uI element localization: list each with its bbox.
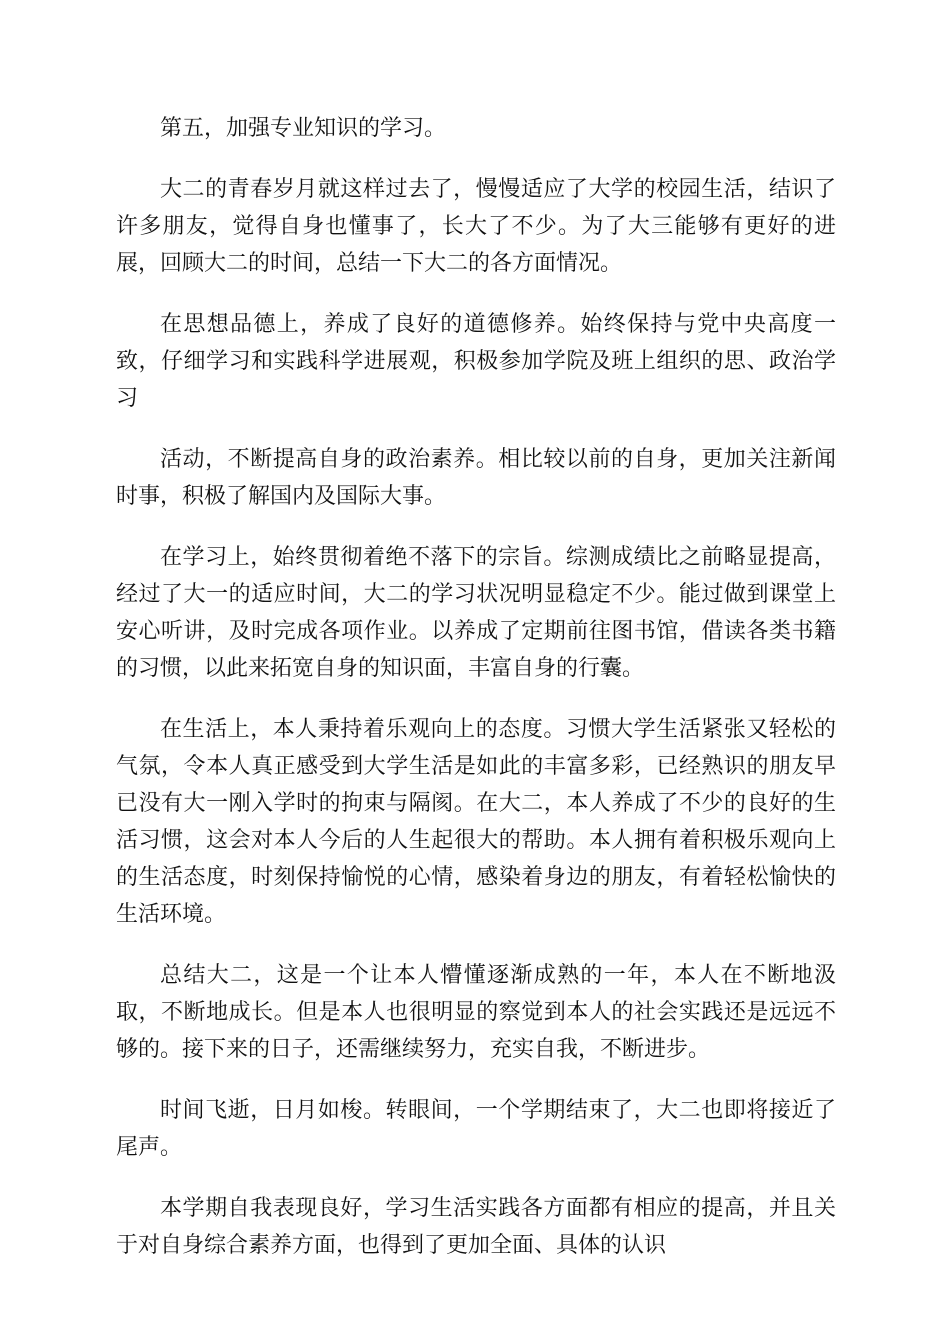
paragraph-5: 在学习上，始终贯彻着绝不落下的宗旨。综测成绩比之前略显提高，经过了大一的适应时间，大二的学习状况明显稳定不少。能过做到课堂上安心听讲，及时完成各项作业。以养成了定期前往图书馆，借读各类书籍的习惯，以此来拓宽自身的知识面，丰富自身的行囊。 <box>116 545 836 681</box>
paragraph-2: 大二的青春岁月就这样过去了，慢慢适应了大学的校园生活，结识了许多朋友，觉得自身也懂事了，长大了不少。为了大三能够有更好的进展，回顾大二的时间，总结一下大二的各方面情况。 <box>116 177 836 276</box>
paragraph-3: 在思想品德上，养成了良好的道德修养。始终保持与党中央高度一致，仔细学习和实践科学进展观，积极参加学院及班上组织的思、政治学习 <box>116 312 836 411</box>
document-body <box>116 110 836 1288</box>
paragraph-1: 第五，加强专业知识的学习。 <box>160 116 447 141</box>
paragraph-7: 总结大二，这是一个让本人懵懂逐渐成熟的一年，本人在不断地汲取，不断地成长。但是本人也很明显的察觉到本人的社会实践还是远远不够的。接下来的日子，还需继续努力，充实自我，不断进步。 <box>116 963 836 1062</box>
paragraph-6: 在生活上，本人秉持着乐观向上的态度。习惯大学生活紧张又轻松的气氛，令本人真正感受到大学生活是如此的丰富多彩，已经熟识的朋友早已没有大一刚入学时的拘束与隔阂。在大二，本人养成了不少的良好的生活习惯，这会对本人今后的人生起很大的帮助。本人拥有着积极乐观向上的生活态度，时刻保持愉悦的心情，感染着身边的朋友，有着轻松愉快的生活环境。 <box>116 717 836 927</box>
paragraph-8: 时间飞逝，日月如梭。转眼间，一个学期结束了，大二也即将接近了尾声。 <box>116 1098 836 1160</box>
paragraph-4: 活动，不断提高自身的政治素养。相比较以前的自身，更加关注新闻时事，积极了解国内及国际大事。 <box>116 447 836 509</box>
paragraph-9: 本学期自我表现良好，学习生活实践各方面都有相应的提高，并且关于对自身综合素养方面，也得到了更加全面、具体的认识 <box>116 1196 836 1258</box>
